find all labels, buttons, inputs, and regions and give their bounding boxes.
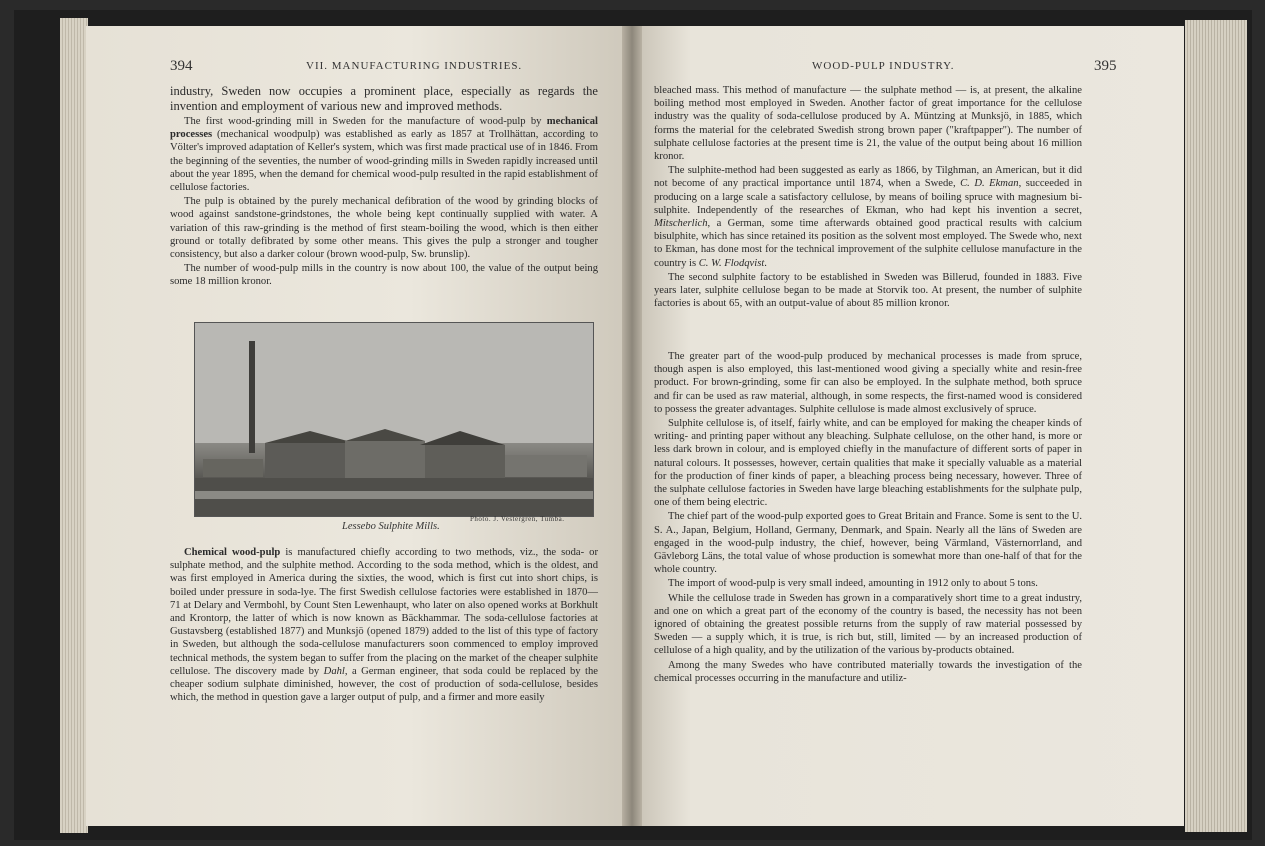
intro-paragraph: industry, Sweden now occupies a prominent place, especially as regards the invention and employment of various new and improved methods.	[170, 84, 598, 113]
right-running-header: WOOD-PULP INDUSTRY.	[812, 60, 955, 72]
right-text-bottom	[654, 350, 1082, 686]
right-page-number: 395	[1094, 58, 1117, 74]
paragraph-mechanical: The first wood-grinding mill in Sweden for the manufacture of wood-pulp by mechanical processes (mechanical woodpulp) was established as early as 1857 at Trollhättan, according to Völter's improved adaptation of Keller's system, which was first made practical use of in 1846. From the beginning of the seventies, the number of wood-grinding mills in Sweden rapidly increased until about the year 1895, when the demand for chemical wood-pulp resulted in the rapid establishment of cellulose factories.	[170, 116, 598, 194]
term-mechanical-processes: mechanical processes	[170, 116, 598, 141]
paragraph-exports: The chief part of the wood-pulp exported goes to Great Britain and France. Some is sent to the U. S. A., Japan, Belgium, Holland, Germany, Denmark, and Spain. Nearly all the läns of Sweden are engaged in the wood-pulp industry, the chief, however, being Värmland, Västernorrland, and Gävleborg Läns, the total value of whose production is somewhat more than one-half of that for the whole country.	[654, 511, 1082, 576]
paragraph-investigation: Among the many Swedes who have contributed materially towards the investigation of the chemical processes occurring in the manufacture and utiliz-	[654, 659, 1082, 684]
left-page-number: 394	[170, 58, 193, 74]
book-gutter	[622, 26, 642, 826]
factory-illustration	[195, 323, 593, 516]
term-chemical-wood-pulp: Chemical wood-pulp	[184, 547, 281, 558]
paragraph-sulphite-history: The sulphite-method had been suggested as early as 1866, by Tilghman, an American, but it did not become of any practical importance until 1874, when a Swede, C. D. Ekman, succeeded in producing on a large scale a satisfactory cellulose, by means of boiling spruce with magnesium bi-sulphite. Independently of the researches of Ekman, who had kept his invention a secret, Mitscherlich, a German, some time afterwards obtained good practical results with calcium bisulphite, which has since retained its position as the solvent most employed. The Swede who, next to Ekman, has done most for the technical improvement of the sulphite cellulose manufacture in the country is C. W. Flodqvist.	[654, 165, 1082, 269]
paragraph-cellulose-trade: While the cellulose trade in Sweden has grown in a comparatively short time to a great industry, and one on which a great part of the economy of the country is based, the necessity has not been ignored of obtaining the greatest possible returns from the supply of raw material possessed by Sweden — a supply which, it is true, is rich but, still, limited — by an increased production of cellulose of a high quality, and by the utilization of the various by-products obtained.	[654, 592, 1082, 657]
photo-credit: Photo. J. Vestergren, Tumba.	[470, 515, 565, 523]
paragraph-imports: The import of wood-pulp is very small indeed, amounting in 1912 only to about 5 tons.	[668, 578, 1038, 590]
paragraph-billerud: The second sulphite factory to be established in Sweden was Billerud, founded in 1883. Five years later, sulphite cellulose began to be made at Storvik too. At present, the number of sulphite factories is about 65, with an output-value of about 85 million kronor.	[654, 271, 1082, 310]
left-running-header: VII. MANUFACTURING INDUSTRIES.	[306, 60, 523, 72]
factory-photo	[194, 322, 594, 517]
paragraph-pulp: The pulp is obtained by the purely mechanical defibration of the wood by grinding blocks of wood against sandstone-grindstones, the whole being kept continually supplied with water. A variation of this raw-grinding is the method of first steam-boiling the wood, which is then either ground or totally defibrated by some other means. This gives the pulp a stronger and tougher consistency, but also a darker colour (brown wood-pulp, Sw. brunslip).	[170, 196, 598, 261]
right-text-top	[654, 84, 1082, 311]
right-page-edges	[1185, 20, 1247, 832]
photo-caption: Lessebo Sulphite Mills.	[342, 521, 440, 532]
paragraph-sulphate: bleached mass. This method of manufacture — the sulphate method — is, at present, the alkaline boiling method most employed in Sweden. Another factor of great importance for the cellulose industry was the quality of soda-cellulose produced by A. Müntzing at Munksjö, in 1885, which forms the material for the celebrated Swedish strong brown paper ("kraftpapper"). The number of sulphate cellulose factories at the present time is 21, the value of the output being about 16 million kronor.	[654, 85, 1082, 163]
paragraph-mills-count: The number of wood-pulp mills in the country is now about 100, the value of the output being some 18 million kronor.	[170, 263, 598, 288]
paragraph-chemical-pulp: Chemical wood-pulp is manufactured chiefly according to two methods, viz., the soda- or sulphate method, and the sulphite method. According to the soda method, which is the oldest, and was first employed in America during the sixties, the wood, which is first cut into short chips, is boiled under pressure in soda-lye. The first Swedish cellulose factories were established in 1870—71 at Delary and Vermbohl, by Count Sten Lewenhaupt, who later on also opened works at Borkhult and Krontorp, the latter of which is now known as Bäckhammar. The soda-cellulose factories at Gustavsberg (established 1877) and Munksjö (opened 1879) added to the list of this type of factory in Sweden, but although the soda-cellulose manufacturers soon commenced to employ improved technical methods, the system began to suffer from the placing on the market of the cheaper sulphite cellulose. The discovery made by Dahl, a German engineer, that soda could be replaced by the cheaper sodium sulphate diminished, however, the cost of production of soda-cellulose, besides which, the method in question gave a larger output of pulp, and a firmer and more easily	[170, 547, 598, 704]
left-text-top	[170, 84, 598, 290]
left-page-edges	[60, 18, 88, 833]
left-text-bottom	[170, 546, 598, 705]
paragraph-sulphite-qualities: Sulphite cellulose is, of itself, fairly white, and can be employed for making the cheaper kinds of writing- and printing paper without any bleaching. Sulphate cellulose, on the other hand, is more or less dark brown in colour, and is employed chiefly in the manufacture of different sorts of paper in natural colours. It possesses, however, certain qualities that make it specially valuable as a material for the production of finer kinds of paper, a bleaching process being necessary, however. Three of the sulphate cellulose factories in Sweden have large bleaching establishments for the sulphate pulp, one of them being electric.	[654, 418, 1082, 509]
paragraph-raw-materials: The greater part of the wood-pulp produced by mechanical processes is made from spruce, though aspen is also employed, this last-mentioned wood giving a specially white and resin-free product. For brown-grinding, some fir can also be employed. In the sulphate method, both spruce and fir can be used as raw material, although, in some respects, the first-named wood is considered to possess the greater advantages. Sulphite cellulose is made almost exclusively of spruce.	[654, 351, 1082, 415]
